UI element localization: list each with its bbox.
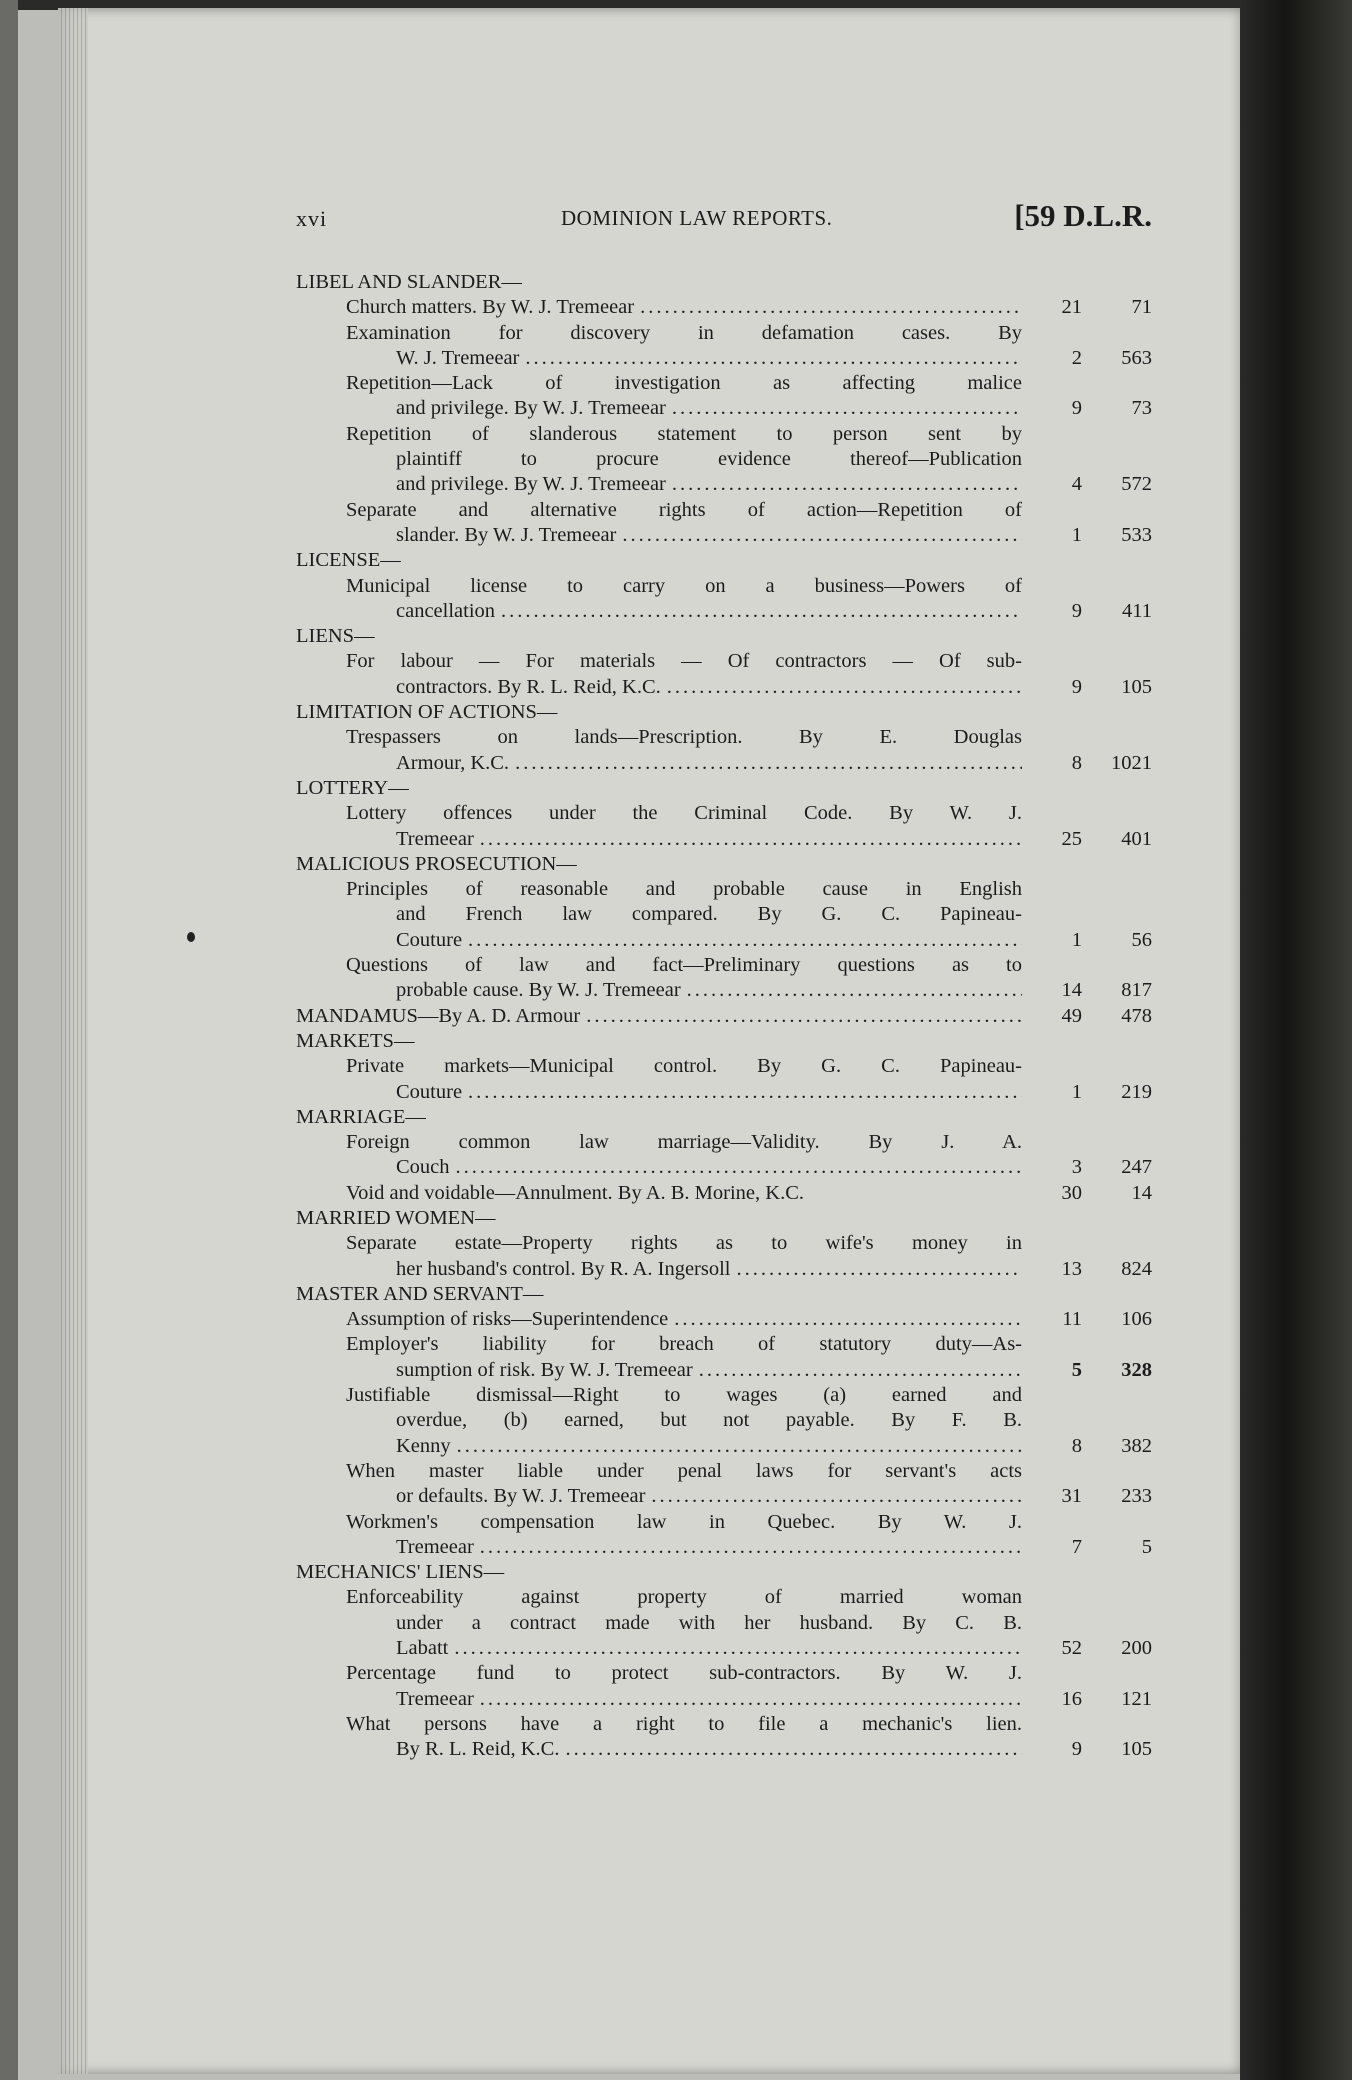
entry-text (296, 801, 1022, 852)
entry-line: Questions of law and fact—Preliminary questions as to (346, 954, 1022, 977)
entry-line: her husband's control. By R. A. Ingersoll (396, 1257, 731, 1280)
entry-line: For labour — For materials — Of contractors — Of sub- (346, 650, 1022, 673)
entry-text (296, 574, 1022, 625)
index-entry (296, 321, 1152, 372)
page-reference: 411 (1122, 599, 1152, 622)
volume-number: 1 (1071, 523, 1082, 546)
page-reference: 478 (1121, 1004, 1152, 1027)
index-entry (296, 371, 1152, 422)
section-heading: MARKETS— (296, 1029, 415, 1052)
page-reference: 105 (1121, 675, 1152, 698)
entry-line: Lottery offences under the Criminal Code. By W. J. (346, 802, 1022, 825)
running-title: DOMINION LAW REPORTS. (561, 206, 833, 230)
entry-text (296, 1585, 1022, 1661)
page-reference: 563 (1121, 346, 1152, 369)
entry-line: Tremeear (396, 1687, 474, 1710)
page-reference: 817 (1121, 979, 1152, 1002)
volume-number: 4 (1071, 473, 1082, 496)
index-entry (296, 1130, 1152, 1181)
section-heading: MARRIAGE— (296, 1105, 426, 1128)
entry-line: Couture (396, 1080, 463, 1103)
entry-line: Tremeear (396, 1535, 474, 1558)
page-reference: 572 (1121, 473, 1152, 496)
entry-line: and privilege. By W. J. Tremeear (396, 473, 666, 496)
dot-leader (454, 1636, 1022, 1661)
volume-number: 1 (1071, 928, 1082, 951)
entry-last-line (346, 295, 1022, 320)
volume-number: 21 (1061, 296, 1082, 319)
volume-number: 9 (1071, 397, 1082, 420)
volume-number: 9 (1071, 1738, 1082, 1761)
page-reference: 56 (1131, 928, 1152, 951)
index-entry (296, 574, 1152, 625)
dot-leader (699, 1358, 1022, 1383)
page-reference: 219 (1121, 1080, 1152, 1103)
volume-number: 2 (1071, 346, 1082, 369)
entry-line: or defaults. By W. J. Tremeear (396, 1485, 646, 1508)
entry-text (296, 725, 1022, 776)
volume-number: 5 (1071, 1358, 1082, 1381)
entry-line: and French law compared. By G. C. Papineau- (396, 903, 1022, 926)
entry-line: Armour, K.C. (396, 751, 510, 774)
entry-last-line (296, 1004, 1022, 1029)
dot-leader (501, 599, 1022, 624)
index-list (296, 270, 1152, 1763)
entry-text (296, 371, 1022, 422)
entry-last-line (346, 1484, 1022, 1509)
entry-last-line (346, 346, 1022, 371)
entry-line: Labatt (396, 1637, 449, 1660)
entry-text (296, 1661, 1022, 1712)
index-entry (296, 498, 1152, 549)
entry-line: Void and voidable—Annulment. By A. B. Morine, K.C. (346, 1181, 805, 1204)
entry-text (296, 1510, 1022, 1561)
volume-number: 8 (1071, 1434, 1082, 1457)
index-entry (296, 1661, 1152, 1712)
entry-text (296, 1332, 1022, 1383)
page-reference: 382 (1121, 1434, 1152, 1457)
volume-number: 49 (1061, 1004, 1082, 1027)
dot-leader (737, 1257, 1022, 1282)
entry-last-line (346, 472, 1022, 497)
section-heading: LIBEL AND SLANDER— (296, 271, 522, 293)
index-entry (296, 1510, 1152, 1561)
entry-text (296, 649, 1022, 700)
page-reference: 533 (1121, 523, 1152, 546)
page-reference: 5 (1141, 1535, 1152, 1558)
entry-text (296, 953, 1022, 1004)
entry-last-line (346, 1181, 1022, 1206)
page-reference: 824 (1121, 1257, 1152, 1280)
entry-text (296, 1712, 1022, 1763)
dot-leader (480, 1535, 1022, 1560)
page-reference: 71 (1131, 296, 1152, 319)
volume-number: 1 (1071, 1080, 1082, 1103)
volume-number: 11 (1062, 1308, 1082, 1331)
entry-last-line (346, 1535, 1022, 1560)
index-entry (296, 1307, 1152, 1332)
page-reference: 14 (1131, 1181, 1152, 1204)
dot-leader (480, 827, 1022, 852)
entry-text (296, 1054, 1022, 1105)
volume-number: 30 (1061, 1181, 1082, 1204)
page-reference: 233 (1121, 1485, 1152, 1508)
volume-reference: [59 D.L.R. (1014, 198, 1152, 233)
entry-last-line (346, 827, 1022, 852)
entry-text (296, 321, 1022, 372)
entry-last-line (346, 523, 1022, 548)
scan-left-border (0, 0, 18, 2080)
entry-text (296, 1459, 1022, 1510)
entry-line: Tremeear (396, 827, 474, 850)
index-entry (296, 877, 1152, 953)
entry-last-line (346, 1257, 1022, 1282)
entry-last-line (346, 396, 1022, 421)
index-entry (296, 1181, 1152, 1206)
dot-leader (468, 928, 1022, 953)
entry-line: Examination for discovery in defamation cases. By (346, 321, 1022, 344)
dot-leader (622, 523, 1022, 548)
dot-leader (480, 1687, 1022, 1712)
volume-number: 31 (1061, 1485, 1082, 1508)
index-entry (296, 1459, 1152, 1510)
index-entry (296, 801, 1152, 852)
section-heading: MALICIOUS PROSECUTION— (296, 852, 577, 875)
dot-leader (672, 396, 1022, 421)
page-reference: 200 (1121, 1637, 1152, 1660)
page-number: xvi (296, 206, 328, 231)
entry-line: Kenny (396, 1434, 451, 1457)
page-edges (58, 8, 88, 2074)
volume-number: 9 (1071, 599, 1082, 622)
entry-last-line (346, 751, 1022, 776)
dot-leader (457, 1434, 1022, 1459)
section-heading: MECHANICS' LIENS— (296, 1561, 505, 1584)
entry-last-line (346, 1080, 1022, 1105)
entry-line: under a contract made with her husband. By C. B. (396, 1611, 1022, 1634)
entry-line: Separate and alternative rights of action—Repetition of (346, 498, 1022, 521)
entry-line: Foreign common law marriage—Validity. By J. A. (346, 1131, 1022, 1154)
entry-last-line (346, 1687, 1022, 1712)
page-header (296, 192, 1152, 242)
ink-speck (187, 932, 195, 942)
section-heading: LOTTERY— (296, 776, 409, 799)
volume-number: 9 (1071, 675, 1082, 698)
dot-leader (667, 675, 1022, 700)
page-reference: 105 (1121, 1738, 1152, 1761)
entry-last-line (346, 978, 1022, 1003)
entry-line: Justifiable dismissal—Right to wages (a) earned and (346, 1384, 1022, 1407)
dot-leader (672, 472, 1022, 497)
dot-leader (674, 1307, 1022, 1332)
dot-leader (456, 1155, 1022, 1180)
section-heading: LIMITATION OF ACTIONS— (296, 701, 558, 724)
entry-line: Repetition of slanderous statement to person sent by (346, 422, 1022, 445)
entry-line: Couture (396, 928, 463, 951)
entry-line: Separate estate—Property rights as to wife's money in (346, 1232, 1022, 1255)
entry-line: Couch (396, 1156, 450, 1179)
index-entry (296, 725, 1152, 776)
entry-text (296, 1307, 1022, 1332)
index-entry (296, 649, 1152, 700)
entry-line: Repetition—Lack of investigation as affecting malice (346, 372, 1022, 395)
book-spine-shadow (1240, 0, 1352, 2080)
entry-line: When master liable under penal laws for servant's acts (346, 1459, 1022, 1482)
entry-last-line (346, 675, 1022, 700)
entry-line: Private markets—Municipal control. By G. C. Papineau- (346, 1055, 1022, 1078)
page-reference: 247 (1121, 1156, 1152, 1179)
entry-line: and privilege. By W. J. Tremeear (396, 397, 666, 420)
page-reference: 1021 (1111, 751, 1152, 774)
dot-leader (515, 751, 1022, 776)
page-reference: 401 (1121, 827, 1152, 850)
entry-line: What persons have a right to file a mechanic's lien. (346, 1712, 1022, 1735)
entry-text (296, 422, 1022, 498)
entry-line: slander. By W. J. Tremeear (396, 523, 617, 546)
entry-line: Enforceability against property of married woman (346, 1586, 1022, 1609)
index-entry (296, 1712, 1152, 1763)
entry-line: overdue, (b) earned, but not payable. By F. B. (396, 1409, 1022, 1432)
index-entry (296, 1585, 1152, 1661)
volume-number: 13 (1061, 1257, 1082, 1280)
page-reference: 73 (1131, 397, 1152, 420)
volume-number: 16 (1061, 1687, 1082, 1710)
entry-text (296, 1181, 1022, 1206)
volume-number: 14 (1061, 979, 1082, 1002)
entry-line: W. J. Tremeear (396, 346, 520, 369)
volume-number: 52 (1061, 1637, 1082, 1660)
entry-last-line (346, 1636, 1022, 1661)
entry-text (296, 1004, 1022, 1029)
entry-last-line (346, 928, 1022, 953)
dot-leader (525, 346, 1022, 371)
entry-text (296, 1130, 1022, 1181)
entry-text (296, 295, 1022, 320)
section-heading: LICENSE— (296, 549, 401, 572)
entry-last-line (346, 1434, 1022, 1459)
section-heading: LIENS— (296, 625, 375, 648)
index-entry (296, 295, 1152, 320)
entry-line: probable cause. By W. J. Tremeear (396, 979, 681, 1002)
index-entry (296, 422, 1152, 498)
section-heading: MARRIED WOMEN— (296, 1206, 496, 1229)
dot-leader (586, 1004, 1022, 1029)
entry-text (296, 498, 1022, 549)
volume-number: 7 (1071, 1535, 1082, 1558)
page-reference: 328 (1121, 1358, 1152, 1381)
entry-last-line (346, 1358, 1022, 1383)
page-reference: 106 (1121, 1308, 1152, 1331)
entry-line: Percentage fund to protect sub-contractors. By W. J. (346, 1662, 1022, 1685)
entry-last-line (346, 599, 1022, 624)
dot-leader (468, 1080, 1022, 1105)
entry-line: Assumption of risks—Superintendence (346, 1308, 669, 1331)
entry-text (296, 1231, 1022, 1282)
entry-line: Workmen's compensation law in Quebec. By W. J. (346, 1510, 1022, 1533)
entry-line: sumption of risk. By W. J. Tremeear (396, 1358, 693, 1381)
dot-leader (651, 1484, 1022, 1509)
entry-line: Municipal license to carry on a business—Powers of (346, 574, 1022, 597)
entry-text (296, 877, 1022, 953)
entry-line: cancellation (396, 599, 496, 622)
entry-line: plaintiff to procure evidence thereof—Publication (396, 448, 1022, 471)
entry-line: Church matters. By W. J. Tremeear (346, 296, 635, 319)
index-entry (296, 1231, 1152, 1282)
entry-line: contractors. By R. L. Reid, K.C. (396, 675, 661, 698)
entry-line: Employer's liability for breach of statutory duty—As- (346, 1333, 1022, 1356)
dot-leader (640, 295, 1022, 320)
entry-last-line (346, 1307, 1022, 1332)
section-heading: MANDAMUS—By A. D. Armour (296, 1004, 581, 1027)
section-heading: MASTER AND SERVANT— (296, 1282, 544, 1305)
volume-number: 3 (1071, 1156, 1082, 1179)
dot-leader (565, 1737, 1022, 1762)
page-reference: 121 (1121, 1687, 1152, 1710)
entry-line: Trespassers on lands—Prescription. By E. Douglas (346, 726, 1022, 749)
index-entry (296, 1332, 1152, 1383)
dot-leader (687, 978, 1022, 1003)
entry-last-line (346, 1737, 1022, 1762)
entry-line: By R. L. Reid, K.C. (396, 1738, 560, 1761)
entry-line: Principles of reasonable and probable cause in English (346, 878, 1022, 901)
entry-text (296, 1383, 1022, 1459)
entry-last-line (346, 1155, 1022, 1180)
index-entry (296, 1383, 1152, 1459)
index-entry (296, 1054, 1152, 1105)
volume-number: 8 (1071, 751, 1082, 774)
volume-number: 25 (1061, 827, 1082, 850)
index-entry (296, 953, 1152, 1004)
index-entry (296, 1004, 1152, 1029)
